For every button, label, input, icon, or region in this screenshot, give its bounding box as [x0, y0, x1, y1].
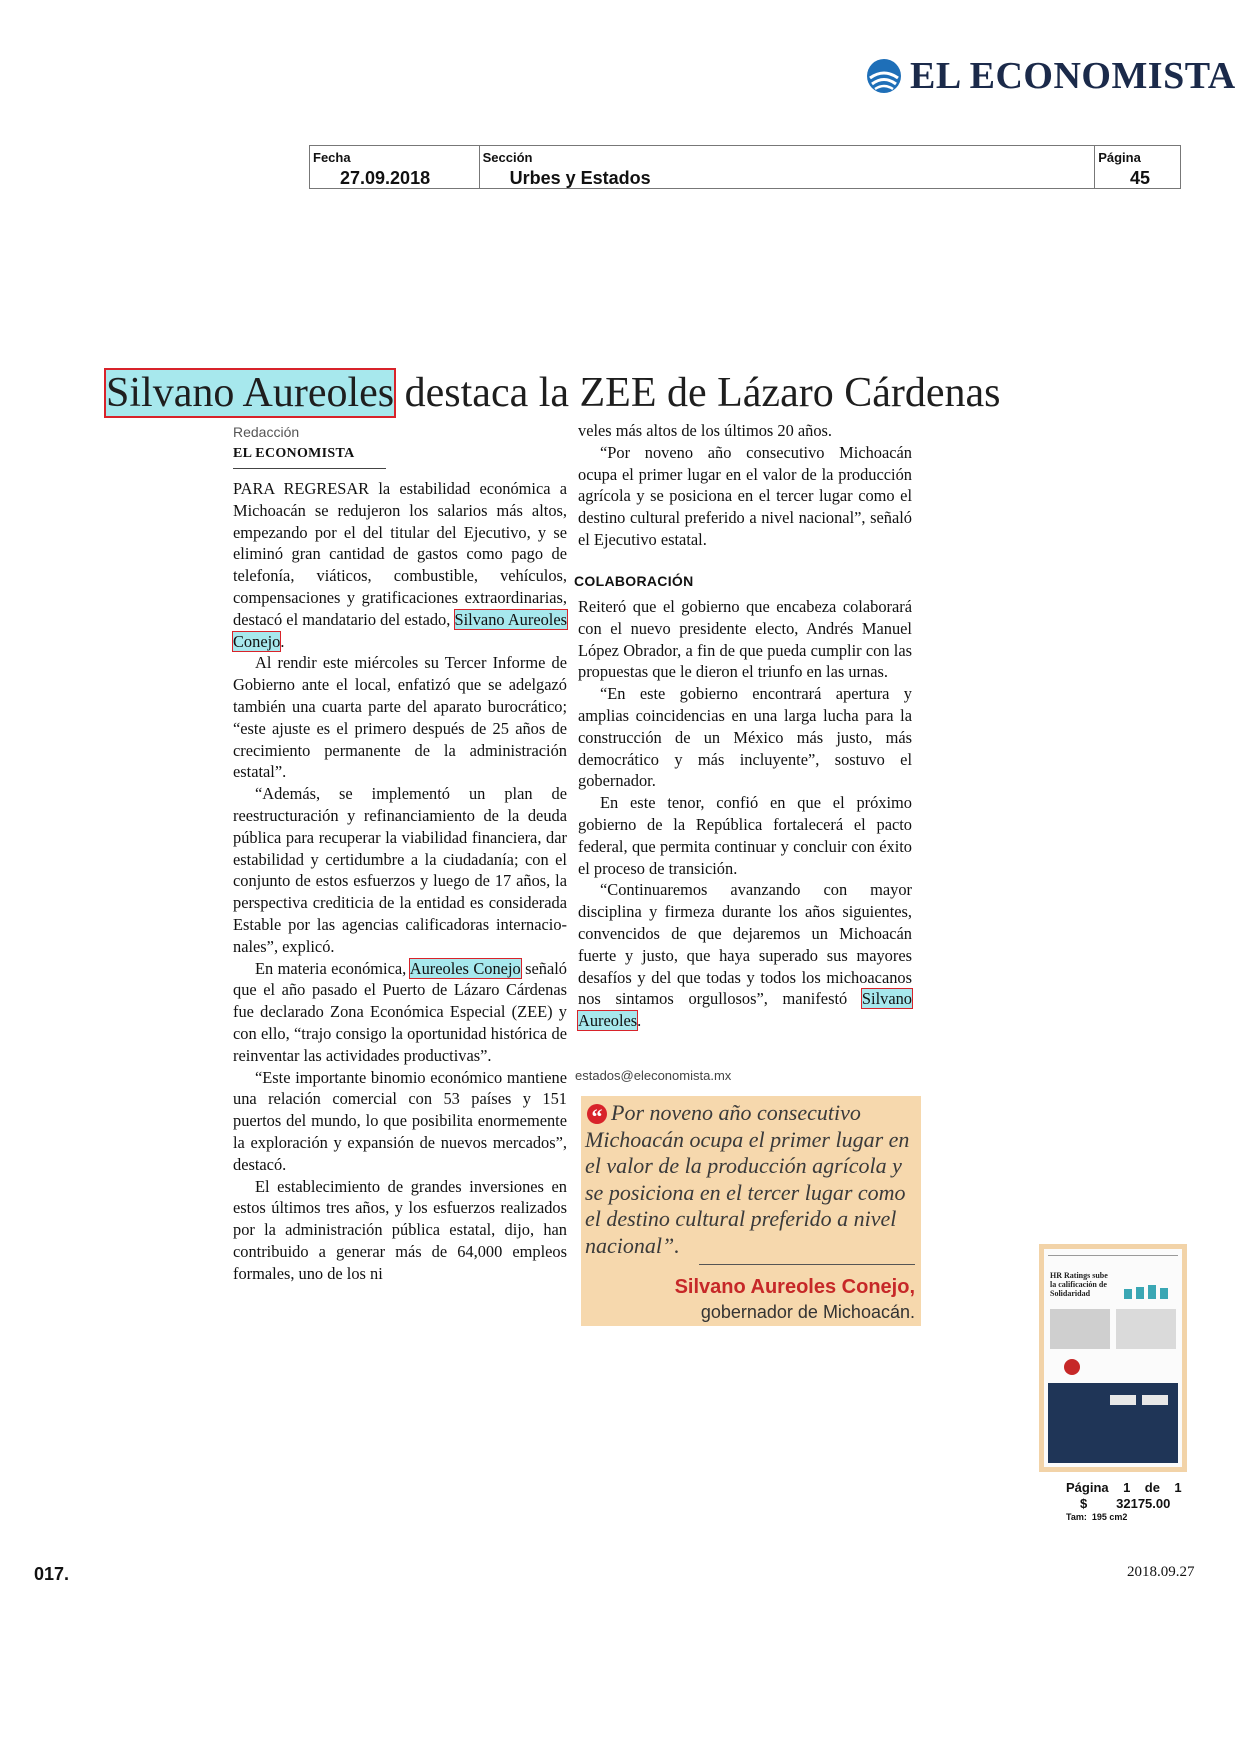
paragraph — [233, 478, 567, 652]
seccion-value: Urbes y Estados — [509, 168, 651, 188]
paragraph: Al rendir este miércoles su Tercer Informe de Gobierno ante el local, enfatizó que se adelgazó también una cuarta parte del aparato burocrático; “este ajuste es el primero después de 25 años de crecimiento permanente de la administración estatal”. — [233, 653, 567, 782]
paragraph — [578, 879, 912, 1032]
lead-in: PARA REGRESAR — [233, 479, 370, 498]
paragraph: “Este importante binomio económico mantiene una relación comercial con 53 países y 151 puertos del mundo, lo que posibilita enormemente la exploración y expansión de nuevos mercados”, destacó. — [233, 1067, 567, 1174]
thumbnail-text-block — [1050, 1309, 1110, 1349]
fecha-value: 27.09.2018 — [340, 168, 431, 188]
thumbnail-inset — [1110, 1395, 1136, 1405]
page-current: 1 — [1123, 1480, 1131, 1495]
thumbnail-chart-bar — [1124, 1289, 1132, 1299]
paragraph-text: En materia económica, — [255, 958, 410, 978]
headline-highlight: Silvano Aureoles — [106, 370, 395, 416]
byline-outlet: EL ECONOMISTA — [233, 446, 355, 461]
clip-code: 017. — [34, 1564, 70, 1584]
thumbnail-chart-bar — [1136, 1287, 1144, 1299]
contact-email: estados@eleconomista.mx — [575, 1068, 732, 1083]
size-row — [1066, 1512, 1127, 1522]
thumbnail-text-block — [1116, 1309, 1176, 1349]
clip-info-table — [309, 145, 1181, 189]
byline-divider — [233, 468, 386, 469]
paragraph: veles más altos de los últimos 20 años. — [578, 421, 833, 440]
paragraph-text: señaló que el año pasado el Puerto de Lázaro Cárdenas fue declarado Zona Económica Especial (ZEE) y con ello, “trajo consigo la oportunidad histórica de reinventar las actividades productivas”. — [233, 958, 567, 1065]
name-highlight: Silvano Aureoles Conejo — [233, 609, 568, 651]
seccion-label: Sección — [482, 150, 533, 165]
quote-text: Por noveno año consecutivo Michoacán ocupa el primer lugar en el valor de la producción agrícola y se posiciona en el tercer lugar como el destino cultural preferido a nivel nacional”. — [585, 1100, 910, 1258]
paragraph-end: . — [637, 1011, 642, 1031]
fecha-cell — [310, 146, 480, 188]
cost-row — [1080, 1496, 1170, 1511]
page-of-label: de — [1144, 1480, 1160, 1495]
quote-author-role: gobernador de Michoacán. — [700, 1302, 915, 1322]
paragraph-end: . — [280, 631, 285, 651]
cost-amount: 32175.00 — [1116, 1496, 1171, 1511]
page-count-label: Página — [1066, 1480, 1109, 1495]
page-total: 1 — [1174, 1480, 1182, 1495]
section-subhead: COLABORACIÓN — [574, 573, 694, 589]
byline-role: Redacción — [233, 424, 300, 440]
paragraph: En este tenor, confió en que el próximo gobierno de la República fortalecerá el pacto federal, que permita continuar y concluir con éxito el proceso de transición. — [578, 793, 912, 878]
quote-divider — [699, 1264, 915, 1265]
fecha-label: Fecha — [313, 150, 351, 165]
page-count — [1066, 1480, 1182, 1495]
newspaper-logo — [866, 54, 1236, 98]
pagina-label: Página — [1098, 150, 1141, 165]
paragraph: El establecimiento de grandes inversiones en estos últimos tres años, y los esfuerzos realizados por la administración pública estatal, dijo, han contribuido a generar más de 64,000 empleos formales, uno de los ni — [233, 1176, 567, 1283]
size-label: Tam: — [1066, 1512, 1087, 1522]
article-column-2 — [578, 596, 912, 1032]
thumbnail-chart-bar — [1160, 1288, 1168, 1299]
article-column-1 — [233, 478, 567, 1284]
quote-author: Silvano Aureoles Conejo, — [674, 1276, 915, 1298]
paragraph: Reiteró que el gobierno que encabeza colaborará con el nuevo presidente electo, Andrés Manuel López Obrador, a fin de que pueda cumplir con las propuestas que le dieron el triunfo en las urnas. — [578, 597, 912, 682]
pull-quote — [581, 1096, 921, 1326]
logo-swirl-icon — [866, 58, 902, 94]
pagina-value: 45 — [1129, 168, 1150, 188]
thumbnail-title: HR Ratings sube la calificación de Solidaridad — [1050, 1271, 1108, 1298]
name-highlight: Aureoles Conejo — [409, 958, 521, 978]
size-value: 195 cm2 — [1091, 1512, 1128, 1522]
article-headline — [106, 372, 1000, 414]
paragraph — [233, 958, 567, 1067]
name-highlight: Silvano Aureoles — [578, 989, 912, 1031]
clip-date: 2018.09.27 — [1127, 1564, 1195, 1580]
thumbnail-rule — [1048, 1255, 1178, 1256]
headline-text: destaca la ZEE de Lázaro Cárdenas — [394, 370, 1001, 416]
logo-text: EL ECONOMISTA — [910, 55, 1236, 97]
currency-symbol: $ — [1080, 1496, 1088, 1511]
thumbnail-chart-bar — [1148, 1285, 1156, 1299]
paragraph: “En este gobierno encontrará apertura y amplias coincidencias en una larga lucha para la construcción de un México más justo, más democrático y más incluyente”, sostuvo el gobernador. — [578, 684, 912, 791]
paragraph: “Por noveno año consecutivo Michoacán ocupa el primer lugar en el valor de la producción agrícola y se posiciona en el tercer lugar como el destino cultural preferido a nivel nacional”, señaló el Ejecutivo estatal. — [578, 442, 912, 549]
paragraph: “Además, se implementó un plan de reestructuración y refinanciamiento de la deuda pública para recuperar la viabilidad financiera, dar estabilidad y certidumbre a la ciudadanía; con el conjunto de estos esfuerzos y luego de 17 años, la perspectiva crediticia de la entidad es considerada Estable por las agencias calificadoras internacionales”, explicó. — [233, 784, 567, 956]
article-column-2-top — [578, 420, 912, 551]
thumbnail-inset — [1142, 1395, 1168, 1405]
paragraph-text: “Continuaremos avanzando con mayor disciplina y firmeza durante los años siguientes, convencidos de que dejaremos un Michoacán fuerte y justo, que haya superado sus mayores desafíos y del que todas y todos los michoacanos nos sintamos orgullosos”, manifestó — [578, 880, 912, 1009]
thumbnail-badge — [1064, 1359, 1080, 1375]
pagina-cell — [1095, 146, 1180, 188]
seccion-cell — [480, 146, 1096, 188]
quote-mark-icon: “ — [587, 1104, 607, 1124]
page-thumbnail — [1039, 1244, 1187, 1472]
thumbnail-page — [1044, 1249, 1182, 1467]
paragraph-text: la estabilidad económica a Michoacán se redujeron los salarios más altos, empezando por el del titular del Ejecutivo, y se eliminó gran cantidad de gastos como pago de telefonía, viáticos, combustible, vehículos, compensaciones y gratificaciones extraordinarias, destacó el mandatario del estado, — [233, 479, 567, 629]
